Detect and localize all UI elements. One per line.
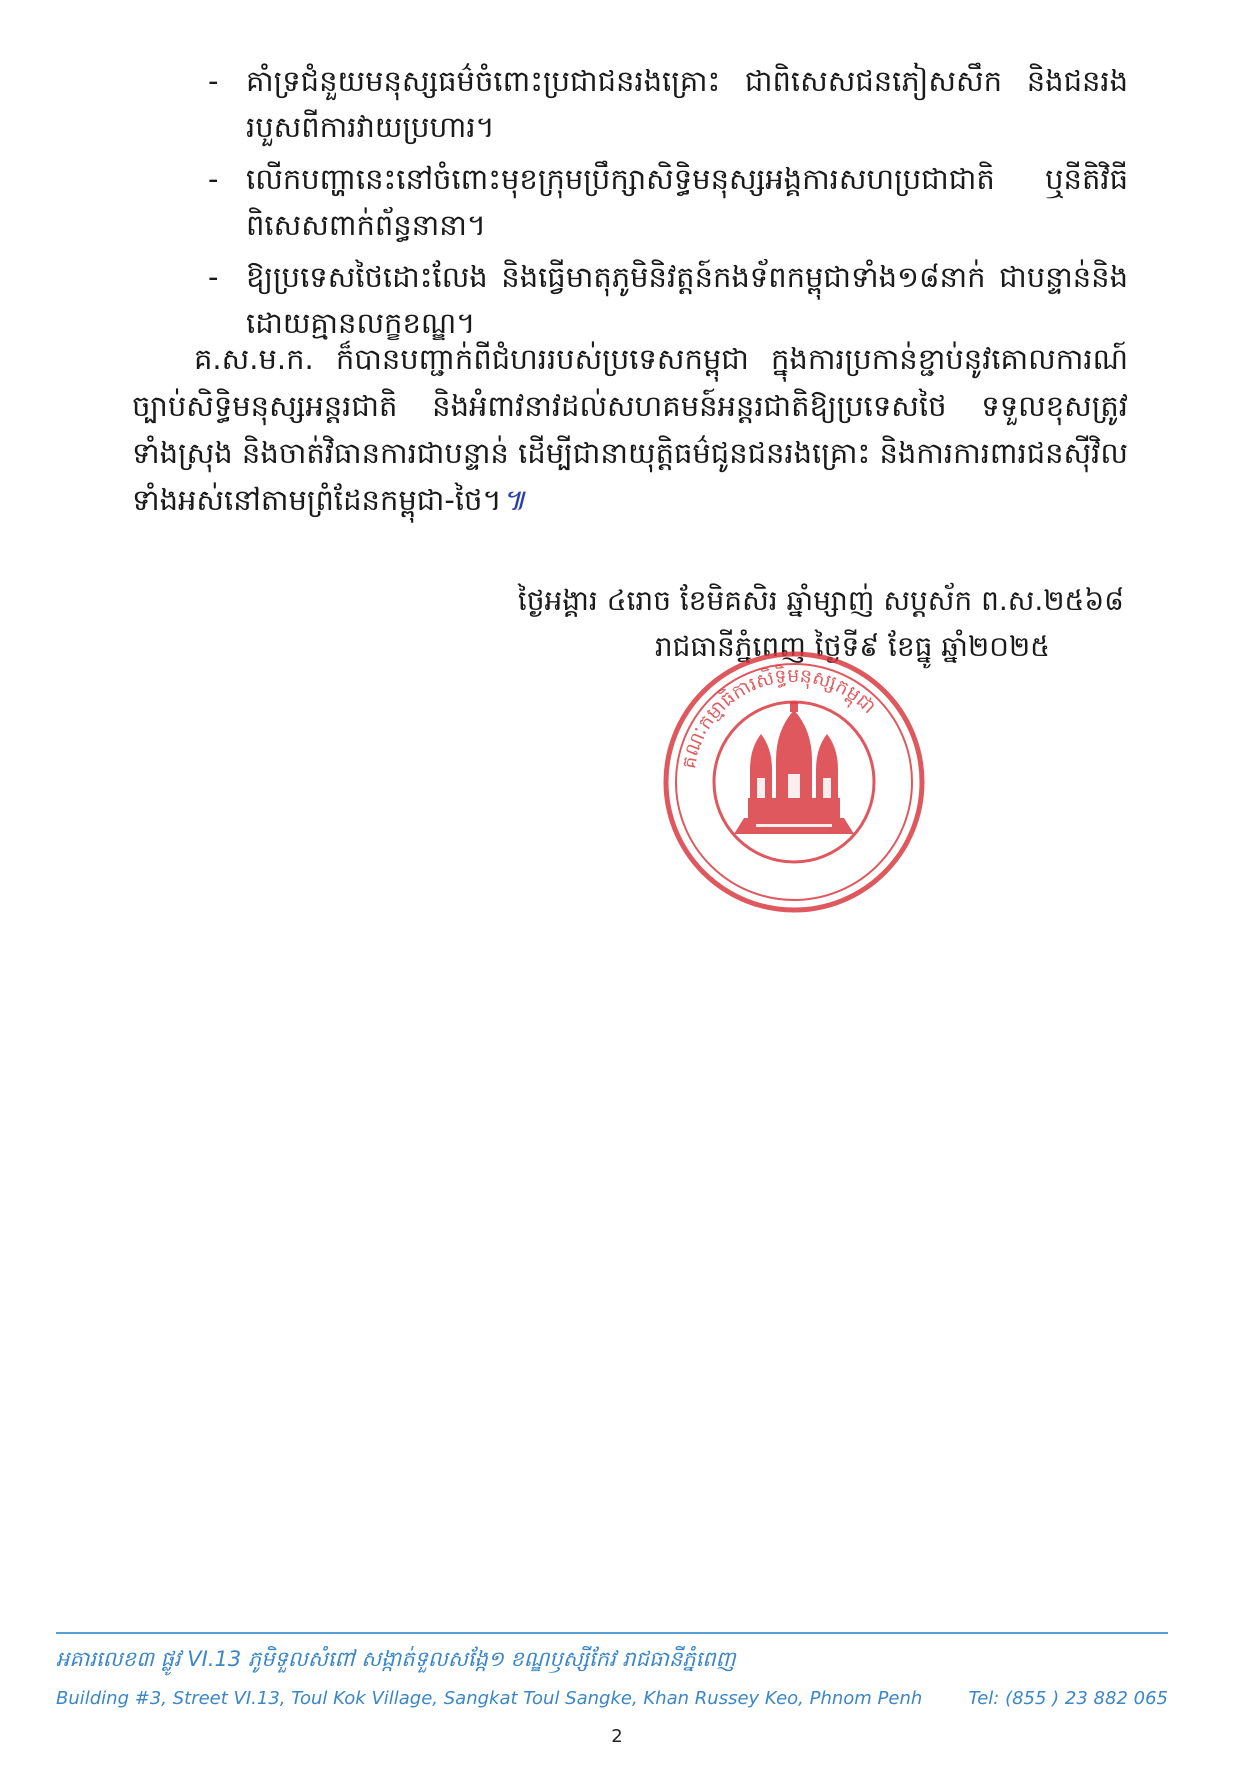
demand-text: ឱ្យប្រទេសថៃដោះលែង និងធ្វើមាតុភូមិនិវត្តន៍កងទ័ពកម្ពុជាទាំង១៨នាក់ ជាបន្ទាន់និងដោយគ្មានលក្ខខណ្ឌ។ <box>246 260 1128 340</box>
solar-date: រាជធានីភ្នំពេញ ថ្ងៃទី៩ ខែធ្នូ ឆ្នាំ២០២៥ <box>654 630 1050 663</box>
footer-divider <box>56 1632 1168 1634</box>
seal-inscription: គណៈកម្មាធិការសិទ្ធិមនុស្សកម្ពុជា <box>677 664 880 771</box>
demand-text: គាំទ្រជំនួយមនុស្សធម៌ចំពោះប្រជាជនរងគ្រោះ ជាពិសេសជនភៀសសឹក និងជនរងរបួសពីការវាយប្រហារ។ <box>246 64 1128 144</box>
closing-paragraph-text: គ.ស.ម.ក. ក៏បានបញ្ជាក់ពីជំហររបស់ប្រទេសកម្ពុជា ក្នុងការប្រកាន់ខ្ជាប់នូវគោលការណ៍ច្បាប់សិទ្ធិមនុស្សអន្តរជាតិ និងអំពាវនាវដល់សហគមន៍អន្តរជាតិឱ្យប្រទេសថៃ ទទួលខុសត្រូវទាំងស្រុង និងចាត់វិធានការជាបន្ទាន់ ដើម្បីជានាយុត្តិធម៌ជូនជនរងគ្រោះ និងការការពារជនស៊ីវិលទាំងអស់នៅតាមព្រំដែនកម្ពុជា-ថៃ។ <box>132 342 1128 517</box>
bullet-dash: - <box>208 162 219 196</box>
footer-telephone: Tel: (855 ) 23 882 065 <box>968 1688 1168 1709</box>
page-number: 2 <box>611 1726 623 1747</box>
lunar-date: ថ្ងៃអង្គារ ៤រោច ខែមិគសិរ ឆ្នាំម្សាញ់ សប្តស័ក ព.ស.២៥៦៨ <box>517 584 1124 617</box>
footer-address-english: Building #3, Street VI.13, Toul Kok Village, Sangkat Toul Sangke, Khan Russey Keo, Phnom Penh <box>56 1688 923 1709</box>
demand-list <box>208 58 1128 352</box>
official-seal-stamp <box>660 648 928 916</box>
bullet-dash: - <box>208 64 219 98</box>
demand-item <box>208 156 1128 248</box>
closing-paragraph <box>132 336 1128 524</box>
demand-item <box>208 254 1128 346</box>
footer-address-khmer: អគារលេខ៣ ផ្លូវ VI.13 ភូមិទួលសំពៅ សង្កាត់ទួលសង្កែ១ ខណ្ឌឫស្សីកែវ រាជធានីភ្នំពេញ <box>56 1647 736 1671</box>
end-mark: ៕ <box>501 483 526 517</box>
bullet-dash: - <box>208 260 219 294</box>
demand-text: លើកបញ្ហានេះនៅចំពោះមុខក្រុមប្រឹក្សាសិទ្ធិមនុស្សអង្គការសហប្រជាជាតិ ឬនីតិវិធីពិសេសពាក់ព័ន្ធនានា។ <box>246 162 1128 242</box>
temple-emblem-icon <box>734 702 854 834</box>
demand-item <box>208 58 1128 150</box>
